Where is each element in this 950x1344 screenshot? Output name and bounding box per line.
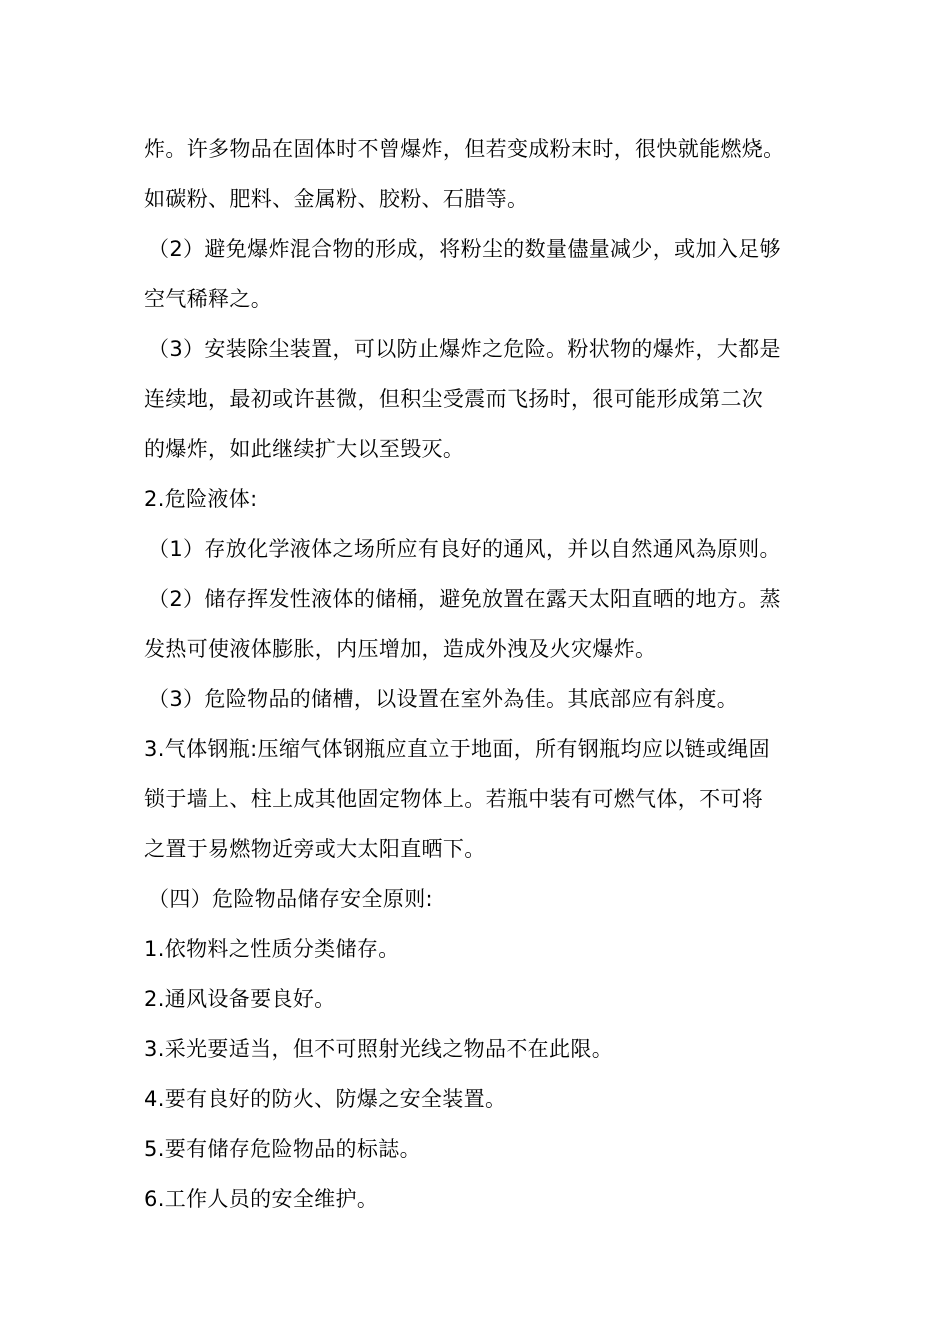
text-line-15: 之置于易燃物近旁或大太阳直晒下。	[144, 837, 486, 861]
list-item-2: 2.通风设备要良好。	[144, 987, 336, 1011]
text-line-4: 空气稀释之。	[144, 287, 273, 311]
text-line-11: 发热可使液体膨胀，内压增加，造成外洩及火灾爆炸。	[144, 637, 657, 661]
text-line-3: （2）避免爆炸混合物的形成，将粉尘的数量儘量减少，或加入足够	[148, 237, 781, 261]
list-item-4: 4.要有良好的防火、防爆之安全装置。	[144, 1087, 507, 1111]
list-item-3: 3.采光要适当，但不可照射光线之物品不在此限。	[144, 1037, 614, 1061]
section-heading-storage-principles: （四）危险物品储存安全原则:	[148, 887, 433, 911]
text-line-14: 锁于墙上、柱上成其他固定物体上。若瓶中装有可燃气体，不可将	[144, 787, 764, 811]
text-line-9: （1）存放化学液体之场所应有良好的通风，并以自然通风為原则。	[148, 537, 781, 561]
section-heading-liquids: 2.危险液体:	[144, 487, 258, 511]
text-line-1: 炸。许多物品在固体时不曾爆炸，但若变成粉末时，很快就能燃烧。	[144, 137, 785, 161]
section-heading-gas-cylinders: 3.气体钢瓶:压缩气体钢瓶应直立于地面，所有钢瓶均应以链或绳固	[144, 737, 770, 761]
document-body	[144, 124, 834, 1224]
list-item-5: 5.要有储存危险物品的标誌。	[144, 1137, 421, 1161]
text-line-5: （3）安装除尘装置，可以防止爆炸之危险。粉状物的爆炸，大都是	[148, 337, 781, 361]
list-item-6: 6.工作人员的安全维护。	[144, 1187, 379, 1211]
text-line-2: 如碳粉、肥料、金属粉、胶粉、石腊等。	[144, 187, 529, 211]
list-item-1: 1.依物料之性质分类储存。	[144, 937, 400, 961]
text-line-7: 的爆炸，如此继续扩大以至毁灭。	[144, 437, 465, 461]
text-line-12: （3）危险物品的储槽，以设置在室外為佳。其底部应有斜度。	[148, 687, 739, 711]
text-line-6: 连续地，最初或许甚微，但积尘受震而飞扬时，很可能形成第二次	[144, 387, 764, 411]
text-line-10: （2）储存挥发性液体的储桶，避免放置在露天太阳直晒的地方。蒸	[148, 587, 781, 611]
